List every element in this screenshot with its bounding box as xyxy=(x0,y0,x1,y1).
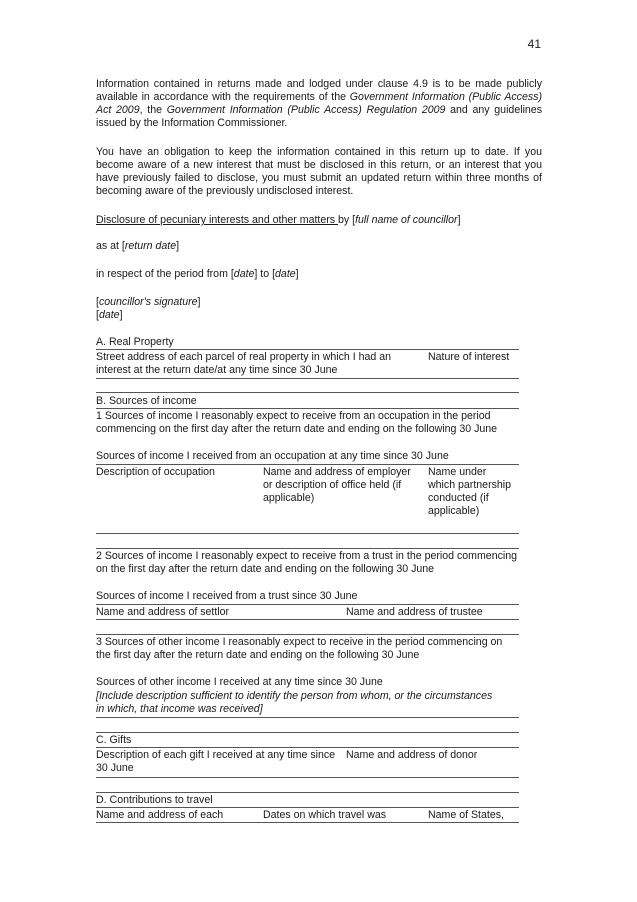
intro-paragraph-1: Information contained in returns made and lodged under clause 4.9 is to be made publicly available in accordance with the requirements of the Government Information (Public Access) Act 2009, the Government Information (Public Access) Regulation 2009 and any guidelines issued by the Information Commissioner. xyxy=(96,78,542,129)
signature-date-line: [date] xyxy=(96,309,123,321)
disclosure-heading: Disclosure of pecuniary interests and other matters by [full name of councillor] xyxy=(96,214,461,226)
section-a-title: A. Real Property xyxy=(96,336,174,348)
section-b-q1-col1: Description of occupation xyxy=(96,466,215,478)
section-d-col1: Name and address of each xyxy=(96,809,224,821)
signature-line: [councillor's signature] xyxy=(96,296,201,308)
section-d-col2: Dates on which travel was xyxy=(263,809,387,821)
section-b-q2-col1: Name and address of settlor xyxy=(96,606,230,618)
section-d-title: D. Contributions to travel xyxy=(96,794,213,806)
section-b-q1: 1 Sources of income I reasonably expect to receive from an occupation in the period commencing on the first day after the return date and ending on the following 30 June xyxy=(96,410,498,435)
section-a-col2: Nature of interest xyxy=(428,351,510,363)
section-c-title: C. Gifts xyxy=(96,734,132,746)
section-b-q3-sub: Sources of other income I received at any time since 30 June xyxy=(96,676,383,688)
section-c-col1: Description of each gift I received at any time since 30 June xyxy=(96,749,336,774)
page-number: 41 xyxy=(527,37,541,51)
section-b-q1-col3: Name under which partnership conducted (if applicable) xyxy=(428,466,512,517)
section-b-q2-sub: Sources of income I received from a trust since 30 June xyxy=(96,590,358,602)
section-a-col1: Street address of each parcel of real property in which I had an interest at the return date/at any time since 30 June xyxy=(96,351,392,376)
section-d-col3: Name of States, xyxy=(428,809,504,821)
section-b-q3-note: [Include description sufficient to identify the person from whom, or the circumstances in which, that income was received] xyxy=(96,690,493,715)
as-at-line: as at [return date] xyxy=(96,240,180,252)
section-b-q2-col2: Name and address of trustee xyxy=(346,606,483,618)
section-b-q2: 2 Sources of income I reasonably expect to receive from a trust in the period commencing on the first day after the return date and ending on the following 30 June xyxy=(96,550,518,575)
intro-paragraph-2: You have an obligation to keep the information contained in this return up to date. If you become aware of a new interest that must be disclosed in this return, or an interest that you have previously failed to disclose, you must submit an updated return within three months of becoming aware of the previously undisclosed interest. xyxy=(96,146,542,197)
section-b-q1-col2: Name and address of employer or description of office held (if applicable) xyxy=(263,466,411,504)
section-b-q1-sub: Sources of income I received from an occupation at any time since 30 June xyxy=(96,450,449,462)
section-b-title: B. Sources of income xyxy=(96,395,197,407)
period-line: in respect of the period from [date] to [date] xyxy=(96,268,299,280)
section-c-col2: Name and address of donor xyxy=(346,749,478,761)
section-b-q3: 3 Sources of other income I reasonably expect to receive in the period commencing on the first day after the return date and ending on the following 30 June xyxy=(96,636,503,661)
